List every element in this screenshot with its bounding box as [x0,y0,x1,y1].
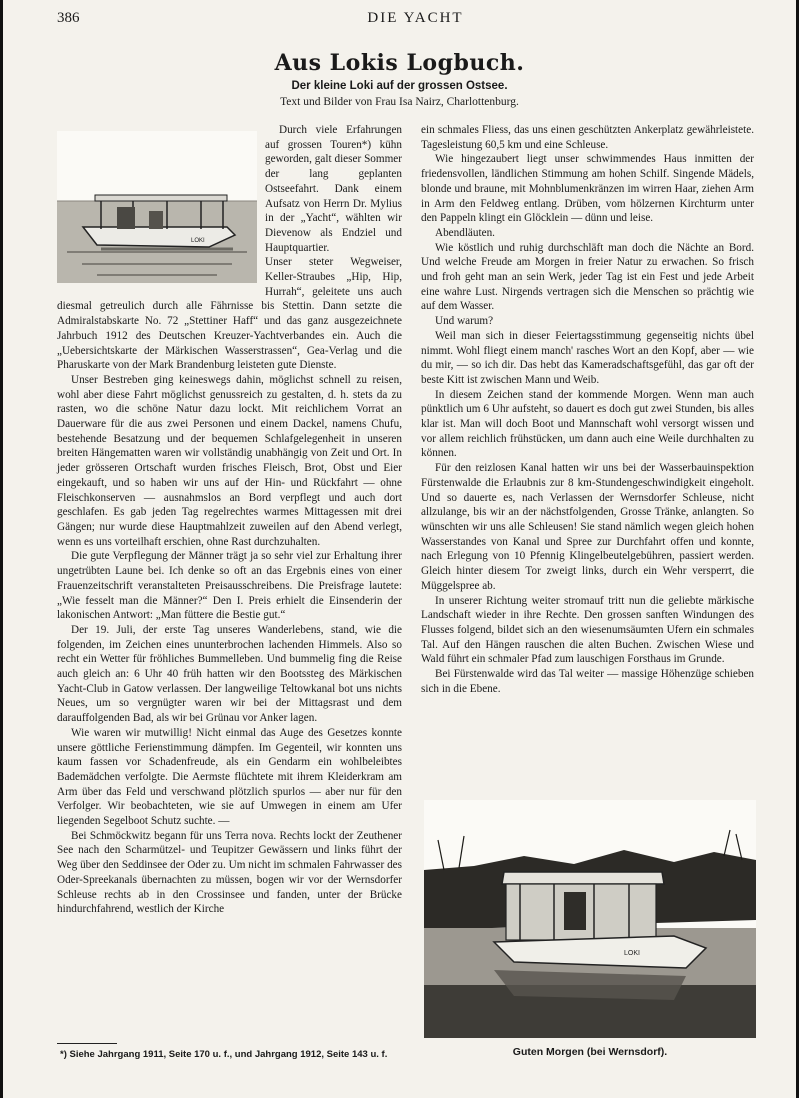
paragraph: Unser steter Wegweiser, Keller-Straubes „Hip, Hip, Hurrah“, geleitete uns auch diesmal getreulich durch alle Fährnisse bis Stettin. Dann setzte die Admiralstabskarte No. 72 „Stettiner Haff“ und das ganz ausgezeichnete Jahrbuch 1912 des Deutschen Kreuzer-Yachtverbandes ein. Auch die „Uebersichtskarte der Märkischen Wasserstrassen“, Gea-Verlag und die Pharuskarte von der Mark Brandenburg leisteten gute Dienste. [57,256,402,372]
paragraph: Abendläuten. [435,226,495,239]
paragraph: Unser Bestreben ging keineswegs dahin, möglichst schnell zu reisen, wohl aber diese Fahrt möglichst genussreich zu gestalten, d. h. stets da zu rasten, wo die schöne Natur dazu lockt. Mit reichlichem Vorrat an Dauerware für die aus zwei Personen und einem Dackel, namens Chufu, bestehende Besatzung und der bequemen Schlafgelegenheit in unseren breiten Hängematten waren wir vollständig unabhängig von Zeit und Ort. In jeder grösseren Ortschaft wurden frisches Fleisch, Brot, Obst und Eier eingekauft, und so haben wir uns auf der Hin- und Rückfahrt — ohne Fleischkonserven — ausnahmslos an Bord verpflegt und auch dort geschlafen. Es gab jeden Tag regelrechtes warmes Mittagessen mit drei Gängen; nur wurde diese Hauptmahlzeit zuweilen auf den Abend verlegt, wenn es uns vorteilhaft erschien, ohne Rast durchzuhalten. [57,373,402,548]
scan-edge-left [0,0,3,1098]
paragraph: Wie waren wir mutwillig! Nicht einmal das Auge des Gesetzes konnte unsere göttliche Ferienstimmung dämpfen. Im Gegenteil, wir konnten uns kaum fassen vor Schadenfreude, als ein Gendarm ein wohlbeleibtes Bademädchen verfolgte. Die Aermste flüchtete mit ihrem Kleiderkram am Arm über das Feld und verschwand plötzlich spurlos — aber nur für den Verfolger. Wir beobachteten, wie sie auf Umwegen in einem am Ufer liegenden Segelboot Schutz suchte. — [57,726,402,828]
boat-name-text: LOKI [624,950,640,957]
paragraph: In unserer Richtung weiter stromauf tritt nun die geliebte märkische Landschaft wieder in ihre Rechte. Den grossen sanften Windungen des Flusses folgend, bildet sich an den wiesenumsäumten Ufern ein schmales Tal. Auf den Hängen rauschen die alten Buchen. Zwischen Wiese und Wald führt ein schmaler Pfad zum lauschigen Forsthaus im Grunde. [421,594,754,666]
paragraph: Weil man sich in dieser Feiertagsstimmung gegenseitig nichts übel nimmt. Wohl fliegt einem manch' rasches Wort an den Kopf, aber — wie du mir, — so ich dir. Das hebt das Kameradschaftsgefühl, das gar oft der beste Kitt ist zwischen Mann und Weib. [421,329,754,386]
paragraph: Der 19. Juli, der erste Tag unseres Wanderlebens, stand, wie die folgenden, im Zeichen eines ununterbrochen lachenden Himmels. Also so recht ein Wetter für fröhliches Bummelleben. Und bummelig fing die Reise auch gleich an: 6 Uhr 40 früh hatten wir den Bootssteg des Märkischen Yacht-Club in Gatow verlassen. Der langweilige Teltowkanal bot uns nichts Neues, um so vergnügter waren wir bei der Mittagsrast und dem darauffolgenden Bad, als wir bei Grünau vor Anker lagen. [57,623,402,725]
footnote-rule [57,1043,117,1044]
text-column-right [421,123,754,696]
boat-photo-wernsdorf [424,800,756,1038]
paragraph: Die gute Verpflegung der Männer trägt ja so sehr viel zur Erhaltung ihrer ungetrübten Laune bei. Ich denke so oft an das Ergebnis eines von einer Frauenzeitschrift veranstalteten Preisausschreibens. Die Preisfrage lautete: „Wie fesselt man die Männer?“ Den I. Preis erhielt die Einsenderin der lakonischen Antwort: „Man füttere die Bestie gut.“ [57,550,402,622]
paragraph: Wie hingezaubert liegt unser schwimmendes Haus inmitten der friedensvollen, ländlichen Stimmung am hohen Schilf. Singende Mädels, blonde und braune, mit Mohnblumenkränzen im wirren Haar, ziehen Arm in Arm den Feldweg entlang. Drüben, vom hölzernen Kirchturm unter den Pappeln klingt ein Glöcklein — dünn und leise. [421,153,754,225]
paragraph: Für den reizlosen Kanal hatten wir uns bei der Wasserbauinspektion Fürstenwalde die Erlaubnis zur 8 km-Stundengeschwindigkeit eingeholt. Und so dauerte es, nach Verlassen der Wernsdorfer Schleuse, nicht allzulange, bis wir an der nächstfolgenden, Grosse Tränke, anlangten. So wünschten wir uns alle Schleusen! Sie stand nämlich wegen gleich hohen Wasserstandes von Kanal und Spree zur Durchfahrt offen und konnte, nach Erlegung von 10 Pfennig Klingelbeutelgebühren, passiert werden. Gleich hinter diesem Tor zweigt links, durch ein Wehr versperrt, die Müggelspree ab. [421,462,754,592]
article-title: Aus Lokis Logbuch. [274,50,525,76]
paragraph: Und warum? [435,315,494,328]
article-subtitle: Der kleine Loki auf der grossen Ostsee. [291,80,508,92]
page-header [57,10,774,28]
article-byline: Text und Bilder von Frau Isa Nairz, Charlottenburg. [280,96,519,108]
boat-name-text: LOKI [191,238,205,244]
footnote: *) Siehe Jahrgang 1911, Seite 170 u. f., und Jahrgang 1912, Seite 143 u. f. [60,1049,388,1060]
paragraph: Bei Fürstenwalde wird das Tal weiter — massige Höhenzüge schieben sich in die Ebene. [421,668,754,695]
paragraph: Wie köstlich und ruhig durchschläft man doch die Nächte an Bord. Und welche Freude am Morgen in freier Natur zu erwachen. So frisch und froh geht man an sein Werk, jeder Tag ist ein Fest und jede Arbeit eine wahre Lust. Nirgends vertragen sich die Menschen so prächtig wie auf dem Wasser. [421,241,754,313]
running-head: DIE YACHT [367,10,464,26]
figure-caption: Guten Morgen (bei Wernsdorf). [512,1046,668,1058]
page-number: 386 [57,10,80,26]
boat-photo-loki [57,131,257,283]
paragraph: In diesem Zeichen stand der kommende Morgen. Wenn man auch pünktlich um 6 Uhr aufsteht, so dauert es doch gut zwei Stunden, bis alles klar ist. Man will doch Boot und Mannschaft wohl versorgt wissen und vor allem reichlich frühstücken, um dann auch eine Weile durchhalten zu können. [421,388,754,460]
paragraph: ein schmales Fliess, das uns einen geschützten Ankerplatz gewährleistete. Tagesleistung 60,5 km und eine Schleuse. [421,124,754,151]
paragraph: Durch viele Erfahrungen auf grossen Touren*) kühn geworden, galt dieser Sommer der lang geplanten Ostseefahrt. Dank einem Aufsatz von Herrn Dr. Mylius in der „Yacht“, wählten wir Dievenow als Endziel und Hauptquartier. [265,124,402,254]
paragraph: Bei Schmöckwitz begann für uns Terra nova. Rechts lockt der Zeuthener See nach den Scharmützel- und Teupitzer Gewässern und links führt der Weg über den Seddinsee der Oder zu. Um nicht im schmalen Fahrwasser des Oder-Spreekanals übernachten zu müssen, bogen wir vor der Wernsdorfer Schleuse rechts ab in den Crossinsee und fanden, unter der Brücke hindurchfahrend, westlich der Kirche [57,829,402,916]
text-column-left [57,123,402,917]
